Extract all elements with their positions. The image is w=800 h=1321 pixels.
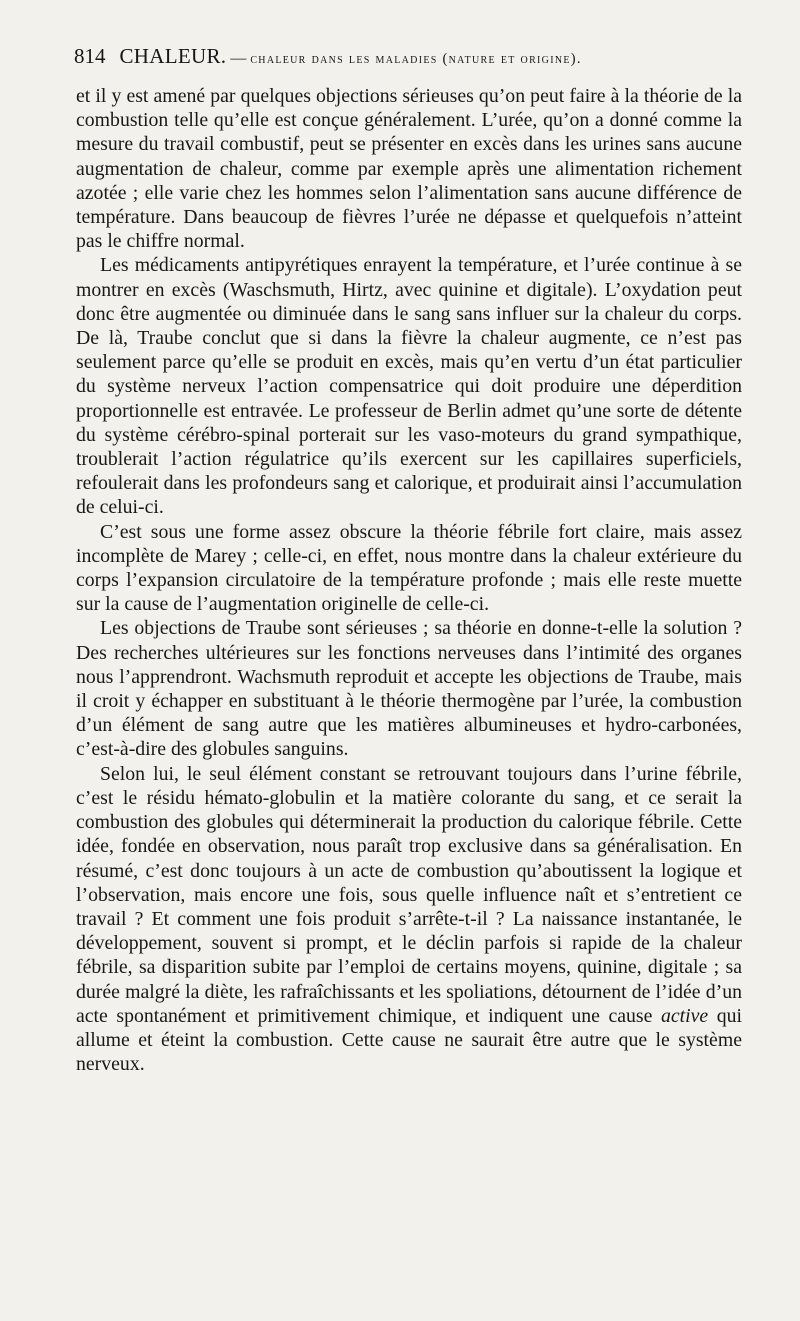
paragraph-5 [76,762,742,1077]
running-title: CHALEUR. [119,44,227,68]
paragraph-2: Les médicaments antipyrétiques enrayent la température, et l’urée continue à se montrer en excès (Waschsmuth, Hirtz, avec quinine et digitale). L’oxydation peut donc être augmentée ou diminuée dans le sang sans influer sur la chaleur du corps. De là, Traube conclut que si dans la fièvre la chaleur augmente, ce n’est pas seulement parce qu’elle se produit en excès, mais qu’en vertu d’un état particulier du système nerveux l’action compensatrice qui doit produire une déperdition proportionnelle est entravée. Le professeur de Berlin admet qu’une sorte de détente du système cérébro-spinal porterait sur les vaso-moteurs du grand sympathique, troublerait l’action régulatrice qu’ils exercent sur les capillaires superficiels, refoulerait dans les profondeurs sang et calorique, et produirait ainsi l’accumulation de celui-ci. [76,254,742,519]
header-dash: — [226,50,251,67]
paragraph-3: C’est sous une forme assez obscure la théorie fébrile fort claire, mais assez incomplète de Marey ; celle-ci, en effet, nous montre dans la chaleur extérieure du corps l’expansion circulatoire de la température profonde ; mais elle reste muette sur la cause de l’augmentation originelle de celle-ci. [76,520,742,616]
paragraph-4: Les objections de Traube sont sérieuses ; sa théorie en donne-t-elle la solution ? Des recherches ultérieures sur les fonctions nerveuses dans l’intimité des organes nous l’apprendront. Wachsmuth reproduit et accepte les objections de Traube, mais il croit y échapper en substituant à le théorie thermogène par l’urée, la combustion d’un élément de sang autre que les matières albumineuses et hydro-carbonées, c’est-à-dire des globules sanguins. [76,617,742,761]
paragraph-1: et il y est amené par quelques objections sérieuses qu’on peut faire à la théorie de la combustion telle qu’elle est conçue généralement. L’urée, qu’on a donné comme la mesure du travail combustif, peut se présenter en excès dans les urines sans aucune augmentation de chaleur, comme par exemple après une alimentation richement azotée ; elle varie chez les hommes selon l’alimentation sans aucune différence de température. Dans beaucoup de fièvres l’urée ne dépasse et quelquefois n’atteint pas le chiffre normal. [76,85,742,253]
body-text [76,84,742,1076]
running-header [74,44,750,76]
running-subtitle: chaleur dans les maladies (nature et origine). [250,51,582,67]
emphasis-active: active [660,1004,709,1027]
page-number: 814 [74,44,106,68]
paragraph-5-text-before: Selon lui, le seul élément constant se retrouvant toujours dans l’urine fébrile, c’est le résidu hémato-globulin et la matière colorante du sang, et ce serait la combustion des globules qui déterminerait la production du calorique fébrile. Cette idée, fondée en observation, nous paraît trop exclusive dans sa généralisation. En résumé, c’est donc toujours à un acte de combustion qu’aboutissent la logique et l’observation, mais encore une fois, sous quelle influence naît et s’entretient ce travail ? Et comment une fois produit s’arrête-t-il ? La naissance instantanée, le développement, souvent si prompt, et le déclin parfois si rapide de la chaleur fébrile, sa disparition subite par l’emploi de certains moyens, quinine, digitale ; sa durée malgré la diète, les rafraîchissants et les spoliations, détournent de l’idée d’un acte spontanément et primitivement chimique, et indiquent une cause [76,762,742,1027]
paragraph-5-text-after: qui allume et éteint la combustion. Cette cause ne saurait être autre que le système nerveux. [76,1004,742,1076]
